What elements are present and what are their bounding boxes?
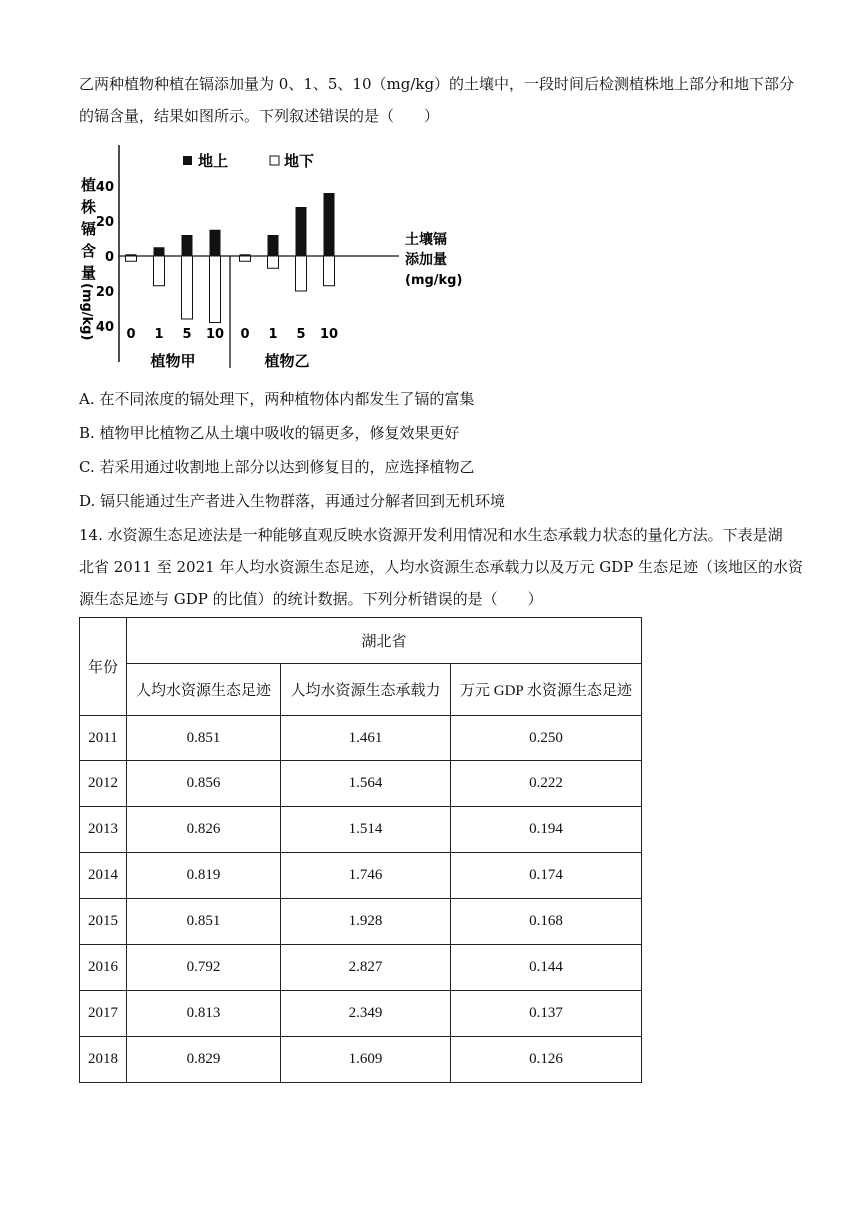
option-d: D. 镉只能通过生产者进入生物群落，再通过分解者回到无机环境 bbox=[79, 492, 506, 510]
table-cell: 1.564 bbox=[281, 761, 451, 807]
table-cell: 0.222 bbox=[451, 761, 642, 807]
bar-above bbox=[268, 235, 279, 256]
x-tick-label: 5 bbox=[296, 327, 306, 342]
bar-above bbox=[296, 207, 307, 256]
bar-above bbox=[182, 235, 193, 256]
table-cell: 0.137 bbox=[451, 991, 642, 1037]
table-cell: 2015 bbox=[80, 899, 127, 945]
table-cell: 1.609 bbox=[281, 1037, 451, 1083]
table-row bbox=[80, 807, 642, 853]
table-row bbox=[80, 945, 642, 991]
x-tick-label: 1 bbox=[268, 327, 278, 342]
column-header: 万元 GDP 水资源生态足迹 bbox=[451, 664, 642, 716]
table-cell: 2.827 bbox=[281, 945, 451, 991]
bar-below bbox=[324, 256, 335, 286]
bar-above bbox=[324, 193, 335, 256]
option-b: B. 植物甲比植物乙从土壤中吸收的镉更多，修复效果更好 bbox=[79, 424, 460, 442]
table-cell: 0.168 bbox=[451, 899, 642, 945]
y-tick-label: 20 bbox=[95, 215, 114, 230]
bar-below bbox=[126, 256, 137, 261]
table-body bbox=[80, 716, 642, 1083]
y-axis-label-char: 株 bbox=[81, 198, 97, 216]
group-label: 植物乙 bbox=[264, 352, 310, 370]
x-tick-label: 0 bbox=[126, 327, 136, 342]
q14-line-2: 北省 2011 至 2021 年人均水资源生态足迹，人均水资源生态承载力以及万元 GDP 生态足迹（该地区的水资 bbox=[79, 558, 804, 576]
table-cell: 0.792 bbox=[127, 945, 281, 991]
table-cell: 0.856 bbox=[127, 761, 281, 807]
water-footprint-table bbox=[79, 617, 642, 1083]
table-cell: 2011 bbox=[80, 716, 127, 761]
column-header: 人均水资源生态承载力 bbox=[281, 664, 451, 716]
table-cell: 2014 bbox=[80, 853, 127, 899]
x-tick-label: 10 bbox=[319, 327, 339, 342]
column-header: 人均水资源生态足迹 bbox=[127, 664, 281, 716]
bar-below bbox=[210, 256, 221, 323]
table-cell: 1.461 bbox=[281, 716, 451, 761]
bar-below bbox=[240, 256, 251, 261]
table-cell: 0.174 bbox=[451, 853, 642, 899]
q14-line-1: 14. 水资源生态足迹法是一种能够直观反映水资源开发利用情况和水生态承载力状态的量化方法。下表是湖 bbox=[79, 526, 783, 544]
x-tick-label: 10 bbox=[205, 327, 225, 342]
table-row bbox=[80, 716, 642, 761]
bar-below bbox=[296, 256, 307, 291]
bar-above bbox=[154, 247, 165, 256]
x-tick-label: 1 bbox=[154, 327, 164, 342]
table-cell: 0.829 bbox=[127, 1037, 281, 1083]
bar-below bbox=[268, 256, 279, 268]
table-cell: 0.819 bbox=[127, 853, 281, 899]
y-tick-label: 20 bbox=[95, 285, 114, 300]
year-header: 年份 bbox=[80, 618, 127, 716]
table-cell: 2.349 bbox=[281, 991, 451, 1037]
table-row bbox=[80, 991, 642, 1037]
table-cell: 2018 bbox=[80, 1037, 127, 1083]
table-cell: 0.250 bbox=[451, 716, 642, 761]
x-tick-label: 5 bbox=[182, 327, 192, 342]
bar-above bbox=[210, 230, 221, 256]
table-cell: 0.126 bbox=[451, 1037, 642, 1083]
table-cell: 0.851 bbox=[127, 716, 281, 761]
y-tick-label: 40 bbox=[95, 320, 114, 335]
table-cell: 2013 bbox=[80, 807, 127, 853]
bar-below bbox=[154, 256, 165, 286]
y-axis-label-char: 植 bbox=[81, 176, 97, 194]
table-cell: 0.144 bbox=[451, 945, 642, 991]
table-row bbox=[80, 899, 642, 945]
y-axis-label-char: 量 bbox=[81, 264, 97, 282]
intro-line-2: 的镉含量，结果如图所示。下列叙述错误的是（ ） bbox=[79, 107, 440, 125]
option-a: A. 在不同浓度的镉处理下，两种植物体内都发生了镉的富集 bbox=[79, 390, 475, 408]
table-cell: 2012 bbox=[80, 761, 127, 807]
group-label: 植物甲 bbox=[150, 352, 196, 370]
table-row bbox=[80, 853, 642, 899]
legend-above-swatch bbox=[183, 156, 192, 165]
x-axis-label-line-2: 添加量 bbox=[405, 252, 447, 268]
table-row bbox=[80, 1037, 642, 1083]
table-cell: 1.746 bbox=[281, 853, 451, 899]
option-c: C. 若采用通过收割地上部分以达到修复目的，应选择植物乙 bbox=[79, 458, 475, 476]
table-cell: 2016 bbox=[80, 945, 127, 991]
y-axis-label-char: 镉 bbox=[81, 220, 97, 238]
table-cell: 2017 bbox=[80, 991, 127, 1037]
q14-line-3: 源生态足迹与 GDP 的比值）的统计数据。下列分析错误的是（ ） bbox=[79, 590, 543, 608]
legend-above-label: 地上 bbox=[198, 152, 229, 170]
table-cell: 1.928 bbox=[281, 899, 451, 945]
x-axis-label-line-3: (mg/kg) bbox=[405, 273, 463, 288]
bar-below bbox=[182, 256, 193, 319]
table-cell: 1.514 bbox=[281, 807, 451, 853]
region-header: 湖北省 bbox=[127, 618, 642, 664]
y-axis-label bbox=[79, 176, 96, 340]
table-row bbox=[80, 761, 642, 807]
table-cell: 0.813 bbox=[127, 991, 281, 1037]
y-axis-label-char: 含 bbox=[81, 242, 97, 260]
y-tick-label: 0 bbox=[104, 250, 114, 265]
legend-below-swatch bbox=[270, 156, 279, 165]
y-axis-unit: (mg/kg) bbox=[79, 283, 94, 341]
legend-below-label: 地下 bbox=[284, 152, 315, 170]
y-tick-label: 40 bbox=[95, 180, 114, 195]
table-cell: 0.851 bbox=[127, 899, 281, 945]
table-cell: 0.194 bbox=[451, 807, 642, 853]
table-cell: 0.826 bbox=[127, 807, 281, 853]
cadmium-bar-chart bbox=[74, 140, 474, 378]
x-tick-label: 0 bbox=[240, 327, 250, 342]
intro-line-1: 乙两种植物种植在镉添加量为 0、1、5、10（mg/kg）的土壤中，一段时间后检测植株地上部分和地下部分 bbox=[79, 75, 795, 93]
x-axis-label-line-1: 土壤镉 bbox=[405, 232, 447, 248]
